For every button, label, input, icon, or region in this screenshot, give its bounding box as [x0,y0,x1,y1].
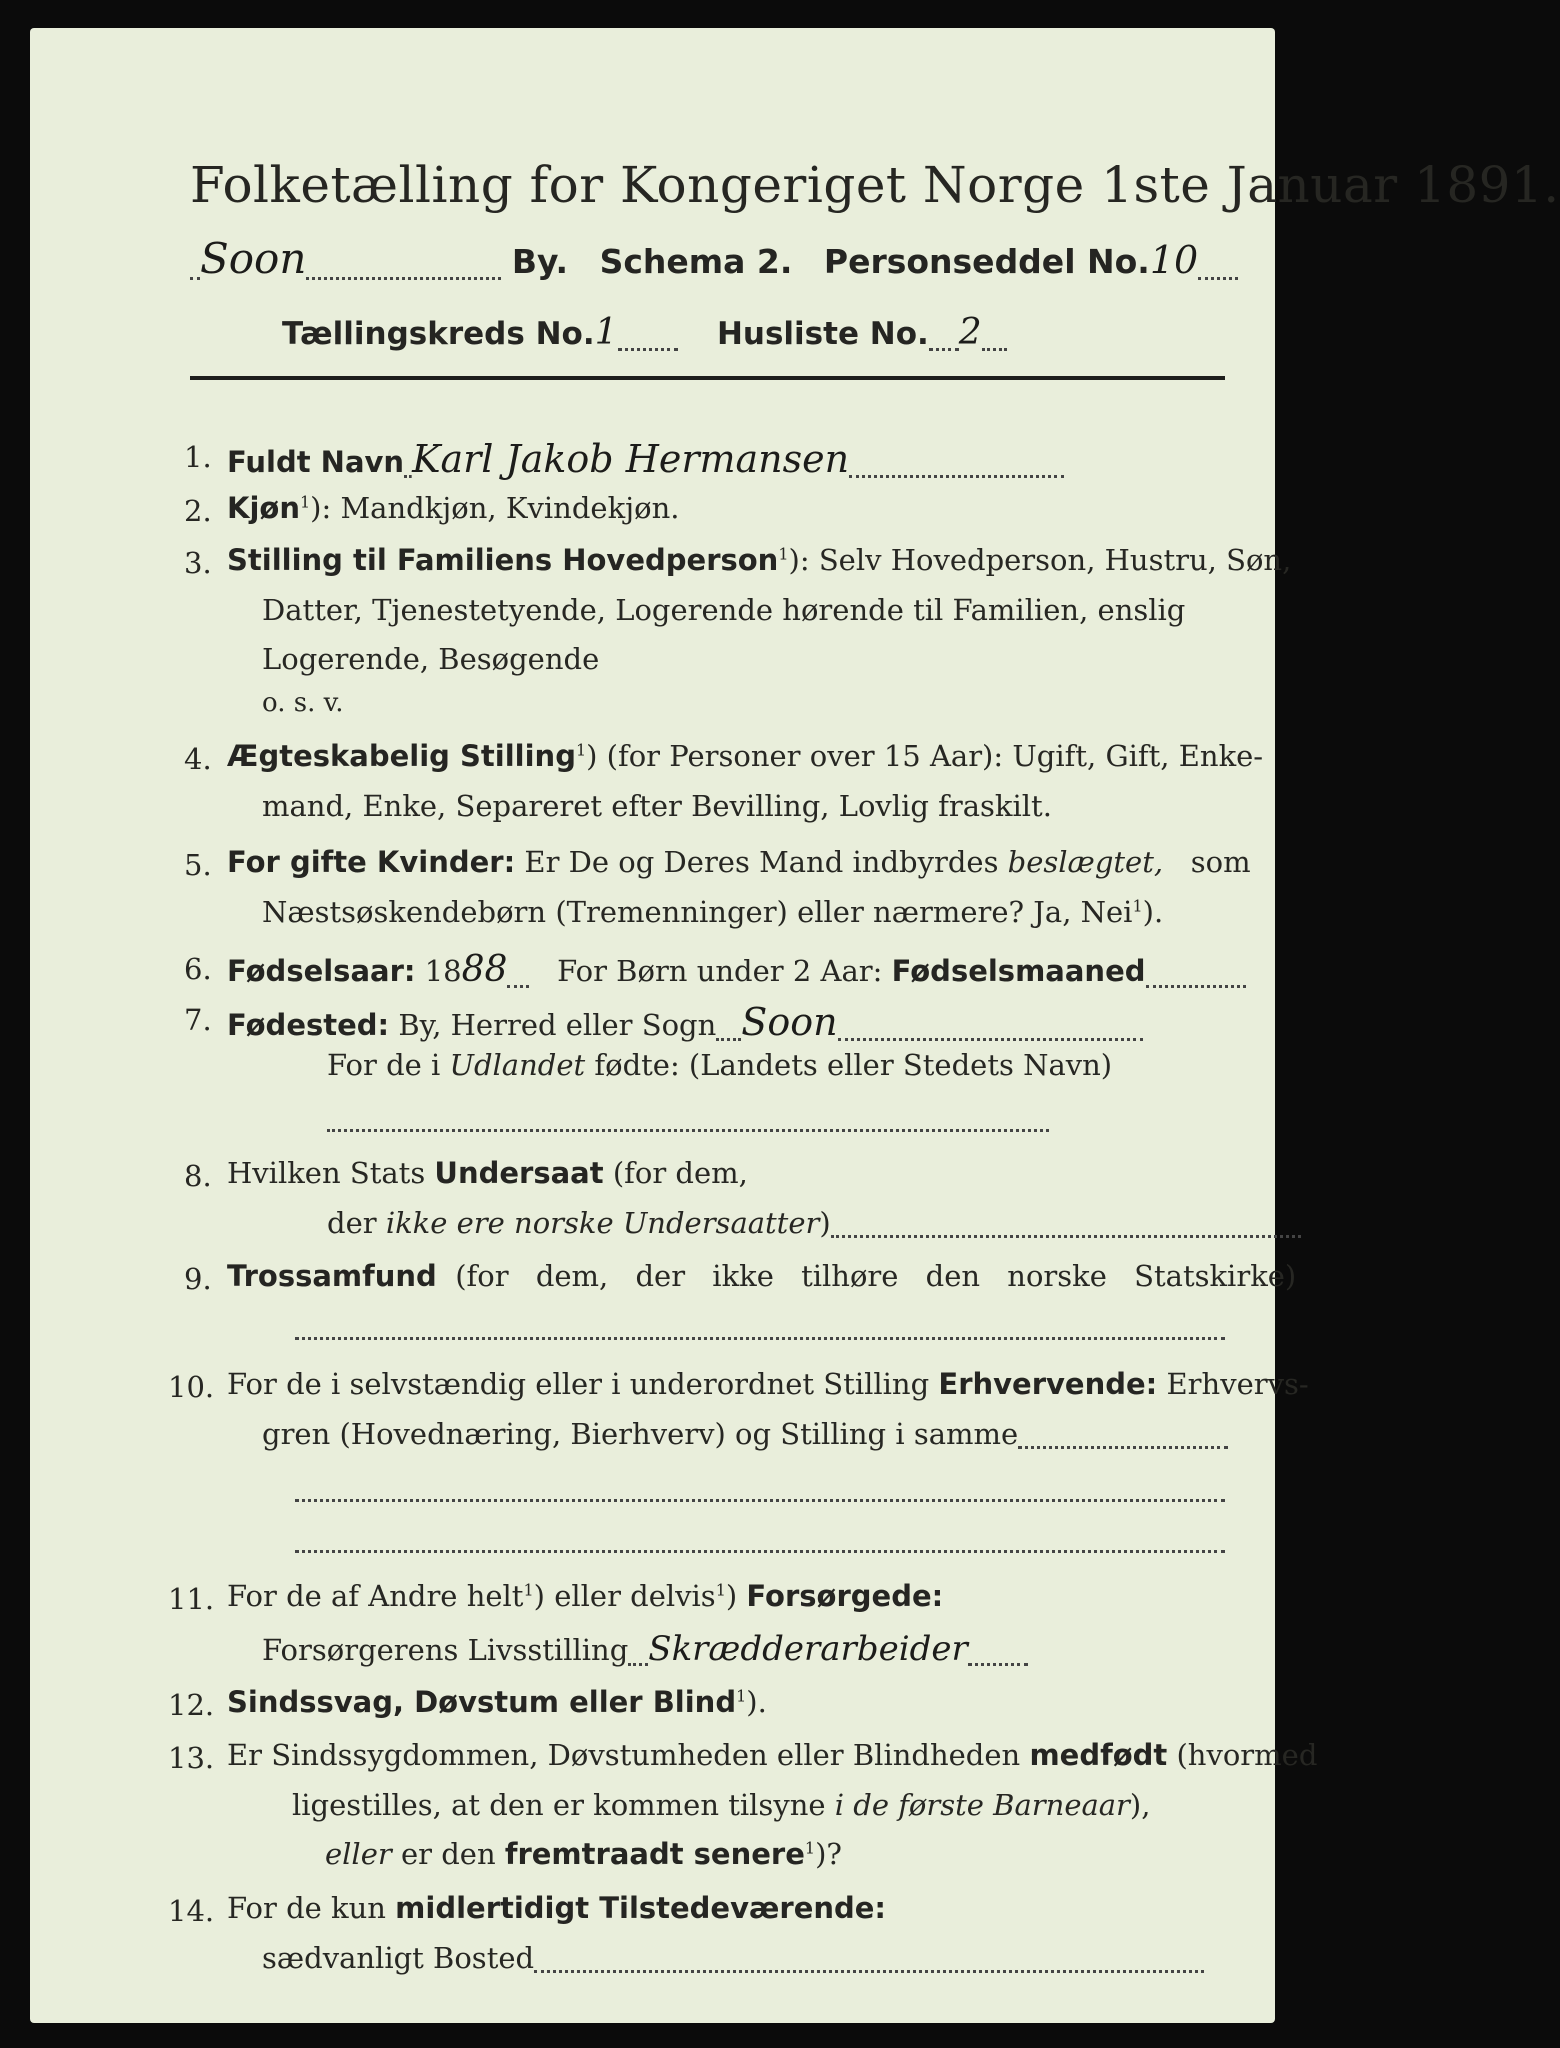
item-4-number: 4. [184,742,212,776]
item-10-blank-line-2 [295,1524,1225,1553]
item-1-number: 1. [184,440,212,474]
item-7-number: 7. [184,1003,212,1037]
city-value: Soon [200,234,307,283]
item-7-line-2: For de i Udlandet fødte: (Landets eller Stedets Navn) [327,1048,1113,1082]
birthplace-value: Soon [741,1000,838,1044]
item-8-number: 8. [184,1159,212,1193]
item-9-religion: Trossamfund (for dem, der ikke tilhøre den norske Statskirke) [227,1259,1297,1293]
item-14-temporary-present: For de kun midlertidigt Tilstedeværende: [227,1891,887,1925]
item-14-number: 14. [168,1894,215,1928]
item-10-line-2: gren (Hovednæring, Bierhverv) og Stilling i samme [262,1420,1228,1449]
item-8-citizenship: Hvilken Stats Undersaat (for dem, [227,1156,748,1190]
item-2-number: 2. [184,494,212,528]
item-3-line-4: o. s. v. [262,688,344,718]
item-3-number: 3. [184,546,212,580]
full-name-value: Karl Jakob Hermansen [412,437,850,481]
item-11-line-2: Forsørgerens Livsstilling Skrædderarbeider [262,1632,1028,1666]
by-label: By. [511,242,569,281]
item-4-line-2: mand, Enke, Separeret efter Bevilling, Lovlig fraskilt. [262,789,1052,823]
header-divider [190,376,1225,380]
item-13-line-3: eller er den fremtraadt senere$^1$)? [325,1837,842,1871]
census-form-sheet [30,28,1560,2023]
item-6-birth-year: Fødselsaar: 1888 For Børn under 2 Aar: Fødselsmaaned [227,952,1246,988]
item-5-number: 5. [184,848,212,882]
item-7-blank-line [327,1103,1049,1132]
taellingskreds-label: Tællingskreds No. [282,316,595,352]
item-14-line-2: sædvanligt Bosted [262,1944,1204,1973]
item-1-full-name: Fuldt Navn Karl Jakob Hermansen [227,440,1064,478]
item-8-line-2: der ikke ere norske Undersaatter) [327,1209,1301,1238]
item-12-disability: Sindssvag, Døvstum eller Blind$^1$). [227,1685,767,1719]
item-13-congenital: Er Sindssygdommen, Døvstumheden eller Blindheden medfødt (hvormed [227,1738,1318,1772]
personseddel-value: 10 [1149,238,1199,282]
header-line-1 [190,234,1238,283]
schema-label: Schema 2. [599,242,793,281]
item-11-number: 11. [168,1582,215,1616]
item-4-marital-status: Ægteskabelig Stilling$^1$) (for Personer over 15 Aar): Ugift, Gift, Enke- [227,739,1264,773]
item-9-number: 9. [184,1262,212,1296]
form-title: Folketælling for Kongeriget Norge 1ste Januar 1891. [190,156,1560,214]
taellingskreds-value: 1 [594,312,618,353]
item-6-number: 6. [184,952,212,986]
item-5-line-2: Næstsøskendebørn (Tremenninger) eller nærmere? Ja, Nei$^1$). [262,895,1164,929]
item-13-number: 13. [168,1741,215,1775]
item-10-occupation: For de i selvstændig eller i underordnet Stilling Erhvervende: Erhvervs- [227,1367,1309,1401]
birth-year-value: 88 [461,949,508,990]
item-3-line-2: Datter, Tjenestetyende, Logerende hørende til Familien, enslig [262,593,1186,627]
item-9-blank-line [295,1311,1225,1340]
husliste-value: 2 [958,312,982,353]
provider-occupation-value: Skrædderarbeider [648,1629,968,1669]
item-10-blank-line-1 [295,1473,1225,1502]
item-12-number: 12. [168,1688,215,1722]
item-3-family-position: Stilling til Familiens Hovedperson$^1$): Selv Hovedperson, Hustru, Søn, [227,543,1292,577]
item-5-married-women: For gifte Kvinder: Er De og Deres Mand indbyrdes beslægtet, som [227,845,1251,879]
item-13-line-2: ligestilles, at den er kommen tilsyne i de første Barneaar), [292,1788,1151,1822]
item-11-supported: For de af Andre helt$^1$) eller delvis$^1$) Forsørgede: [227,1579,944,1613]
item-3-line-3: Logerende, Besøgende [262,642,600,676]
item-2-gender: Kjøn$^1$): Mandkjøn, Kvindekjøn. [227,491,680,525]
header-line-2 [282,312,1007,353]
item-7-birthplace: Fødested: By, Herred eller Sogn Soon [227,1003,1143,1041]
personseddel-label: Personseddel No. [823,242,1150,281]
item-10-number: 10. [168,1370,215,1404]
husliste-label: Husliste No. [716,316,929,352]
